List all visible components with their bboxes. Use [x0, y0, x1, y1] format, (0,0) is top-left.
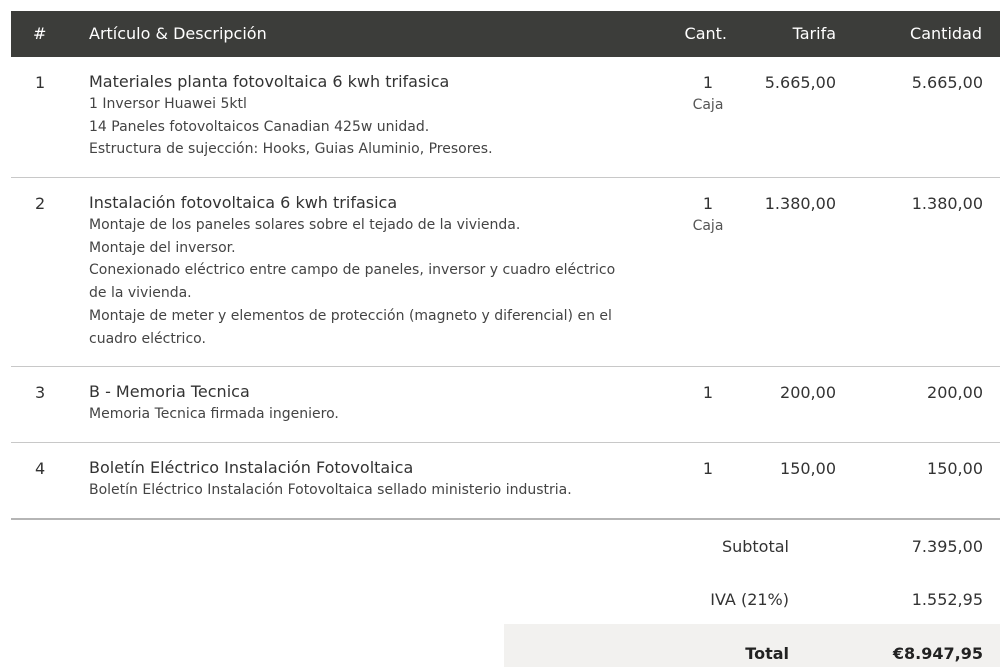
quantity-unit: Caja	[692, 97, 724, 113]
row-description	[89, 71, 634, 161]
row-number: 2	[35, 194, 46, 213]
row-number: 3	[35, 383, 46, 402]
quantity-value: 1	[702, 73, 714, 92]
row-rate: 1.380,00	[764, 194, 836, 213]
quantity-value: 1	[702, 194, 714, 213]
item-title: Boletín Eléctrico Instalación Fotovoltaica	[89, 458, 414, 477]
row-quantity	[688, 458, 728, 480]
quantity-value: 1	[702, 383, 714, 402]
row-rate: 150,00	[780, 459, 836, 478]
row-amount: 5.665,00	[911, 73, 983, 92]
item-detail: Memoria Tecnica firmada ingeniero.	[89, 406, 339, 422]
item-title: B - Memoria Tecnica	[89, 382, 250, 401]
total-value: €8.947,95	[892, 644, 983, 663]
item-title: Instalación fotovoltaica 6 kwh trifasica	[89, 193, 398, 212]
row-rate: 200,00	[780, 383, 836, 402]
tax-value: 1.552,95	[911, 590, 983, 609]
item-detail: Estructura de sujección: Hooks, Guias Aluminio, Presores.	[89, 141, 493, 158]
tax-label: IVA (21%)	[710, 590, 789, 609]
item-detail: Conexionado eléctrico entre campo de paneles, inversor y cuadro eléctrico de la vivienda.	[89, 262, 616, 302]
header-description: Artículo & Descripción	[89, 24, 267, 43]
row-quantity	[688, 382, 728, 404]
table-header	[11, 11, 1000, 57]
total-label: Total	[745, 644, 789, 663]
subtotal-value: 7.395,00	[911, 537, 983, 556]
header-number: #	[33, 24, 47, 43]
item-title: Materiales planta fotovoltaica 6 kwh trifasica	[89, 72, 450, 91]
quantity-value: 1	[702, 459, 714, 478]
row-quantity	[688, 193, 728, 237]
header-quantity: Cant.	[684, 24, 727, 43]
row-number: 4	[35, 459, 46, 478]
row-description	[89, 381, 634, 426]
table-row	[11, 57, 1000, 178]
table-row	[11, 367, 1000, 443]
item-detail: Boletín Eléctrico Instalación Fotovoltaica sellado ministerio industria.	[89, 482, 572, 498]
row-number: 1	[35, 73, 46, 92]
item-detail: Montaje del inversor.	[89, 239, 236, 256]
row-quantity	[688, 72, 728, 116]
item-detail: Montaje de meter y elementos de protección (magneto y diferencial) en el cuadro eléctrico.	[89, 307, 612, 347]
item-detail: 1 Inversor Huawei 5ktl	[89, 96, 247, 112]
subtotal-label: Subtotal	[721, 537, 789, 556]
header-amount: Cantidad	[910, 24, 982, 43]
table-row	[11, 178, 1000, 367]
quantity-unit: Caja	[692, 218, 724, 234]
item-detail: Montaje de los paneles solares sobre el tejado de la vivienda.	[89, 217, 521, 233]
table-row	[11, 443, 1000, 520]
item-detail: 14 Paneles fotovoltaicos Canadian 425w unidad.	[89, 118, 430, 135]
total-row	[504, 624, 1000, 667]
row-rate: 5.665,00	[764, 73, 836, 92]
row-amount: 1.380,00	[911, 194, 983, 213]
row-amount: 200,00	[927, 383, 983, 402]
row-description	[89, 457, 634, 502]
header-rate: Tarifa	[792, 24, 836, 43]
row-amount: 150,00	[927, 459, 983, 478]
row-description	[89, 192, 634, 350]
